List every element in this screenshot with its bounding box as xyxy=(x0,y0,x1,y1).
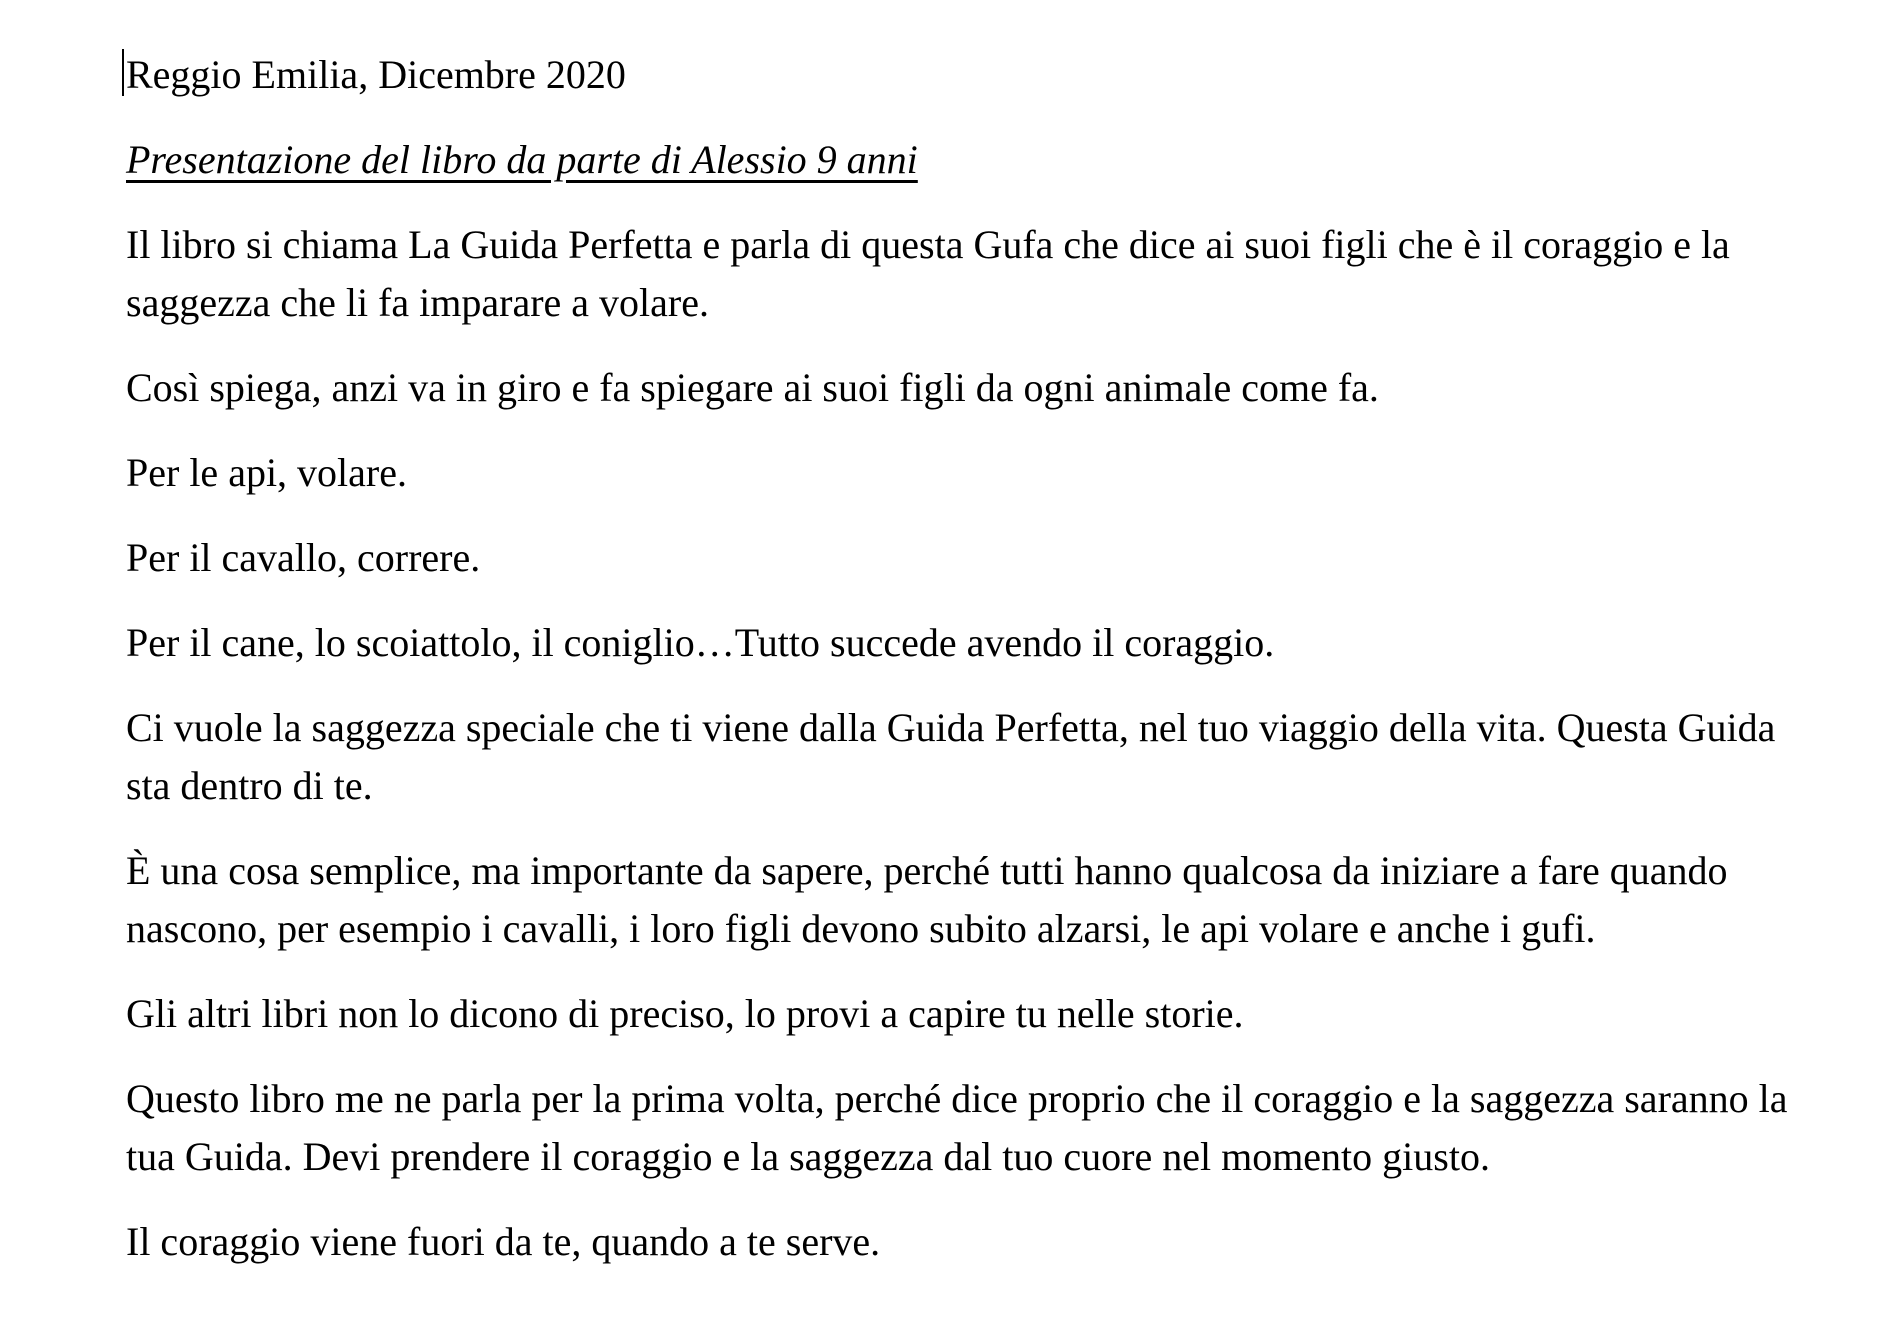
document-body xyxy=(126,216,1826,1271)
paragraph[interactable]: Così spiega, anzi va in giro e fa spiegare ai suoi figli da ogni animale come fa. xyxy=(126,365,1379,410)
paragraph[interactable]: Gli altri libri non lo dicono di preciso, lo provi a capire tu nelle storie. xyxy=(126,991,1244,1036)
paragraph[interactable]: Questo libro me ne parla per la prima volta, perché dice proprio che il coraggio e la saggezza saranno la tua Guida. Devi prendere il coraggio e la saggezza dal tuo cuore nel momento giusto. xyxy=(126,1076,1798,1179)
paragraph[interactable]: Per le api, volare. xyxy=(126,450,407,495)
paragraph[interactable]: È una cosa semplice, ma importante da sapere, perché tutti hanno qualcosa da iniziare a fare quando nascono, per esempio i cavalli, i loro figli devono subito alzarsi, le api volare e anche i gufi. xyxy=(126,848,1738,951)
paragraph[interactable]: Il coraggio viene fuori da te, quando a te serve. xyxy=(126,1219,881,1264)
text-cursor-caret xyxy=(122,49,124,96)
paragraph[interactable]: Ci vuole la saggezza speciale che ti viene dalla Guida Perfetta, nel tuo viaggio della vita. Questa Guida sta dentro di te. xyxy=(126,705,1786,808)
document-heading[interactable]: Presentazione del libro da parte di Alessio 9 anni xyxy=(126,137,918,182)
paragraph[interactable]: Per il cavallo, correre. xyxy=(126,535,481,580)
paragraph[interactable]: Il libro si chiama La Guida Perfetta e parla di questa Gufa che dice ai suoi figli che è il coraggio e la saggezza che li fa imparare a volare. xyxy=(126,222,1740,325)
document-text-column xyxy=(126,46,1826,1271)
date-line[interactable]: Reggio Emilia, Dicembre 2020 xyxy=(126,52,626,97)
paragraph[interactable]: Per il cane, lo scoiattolo, il coniglio…Tutto succede avendo il coraggio. xyxy=(126,620,1275,665)
